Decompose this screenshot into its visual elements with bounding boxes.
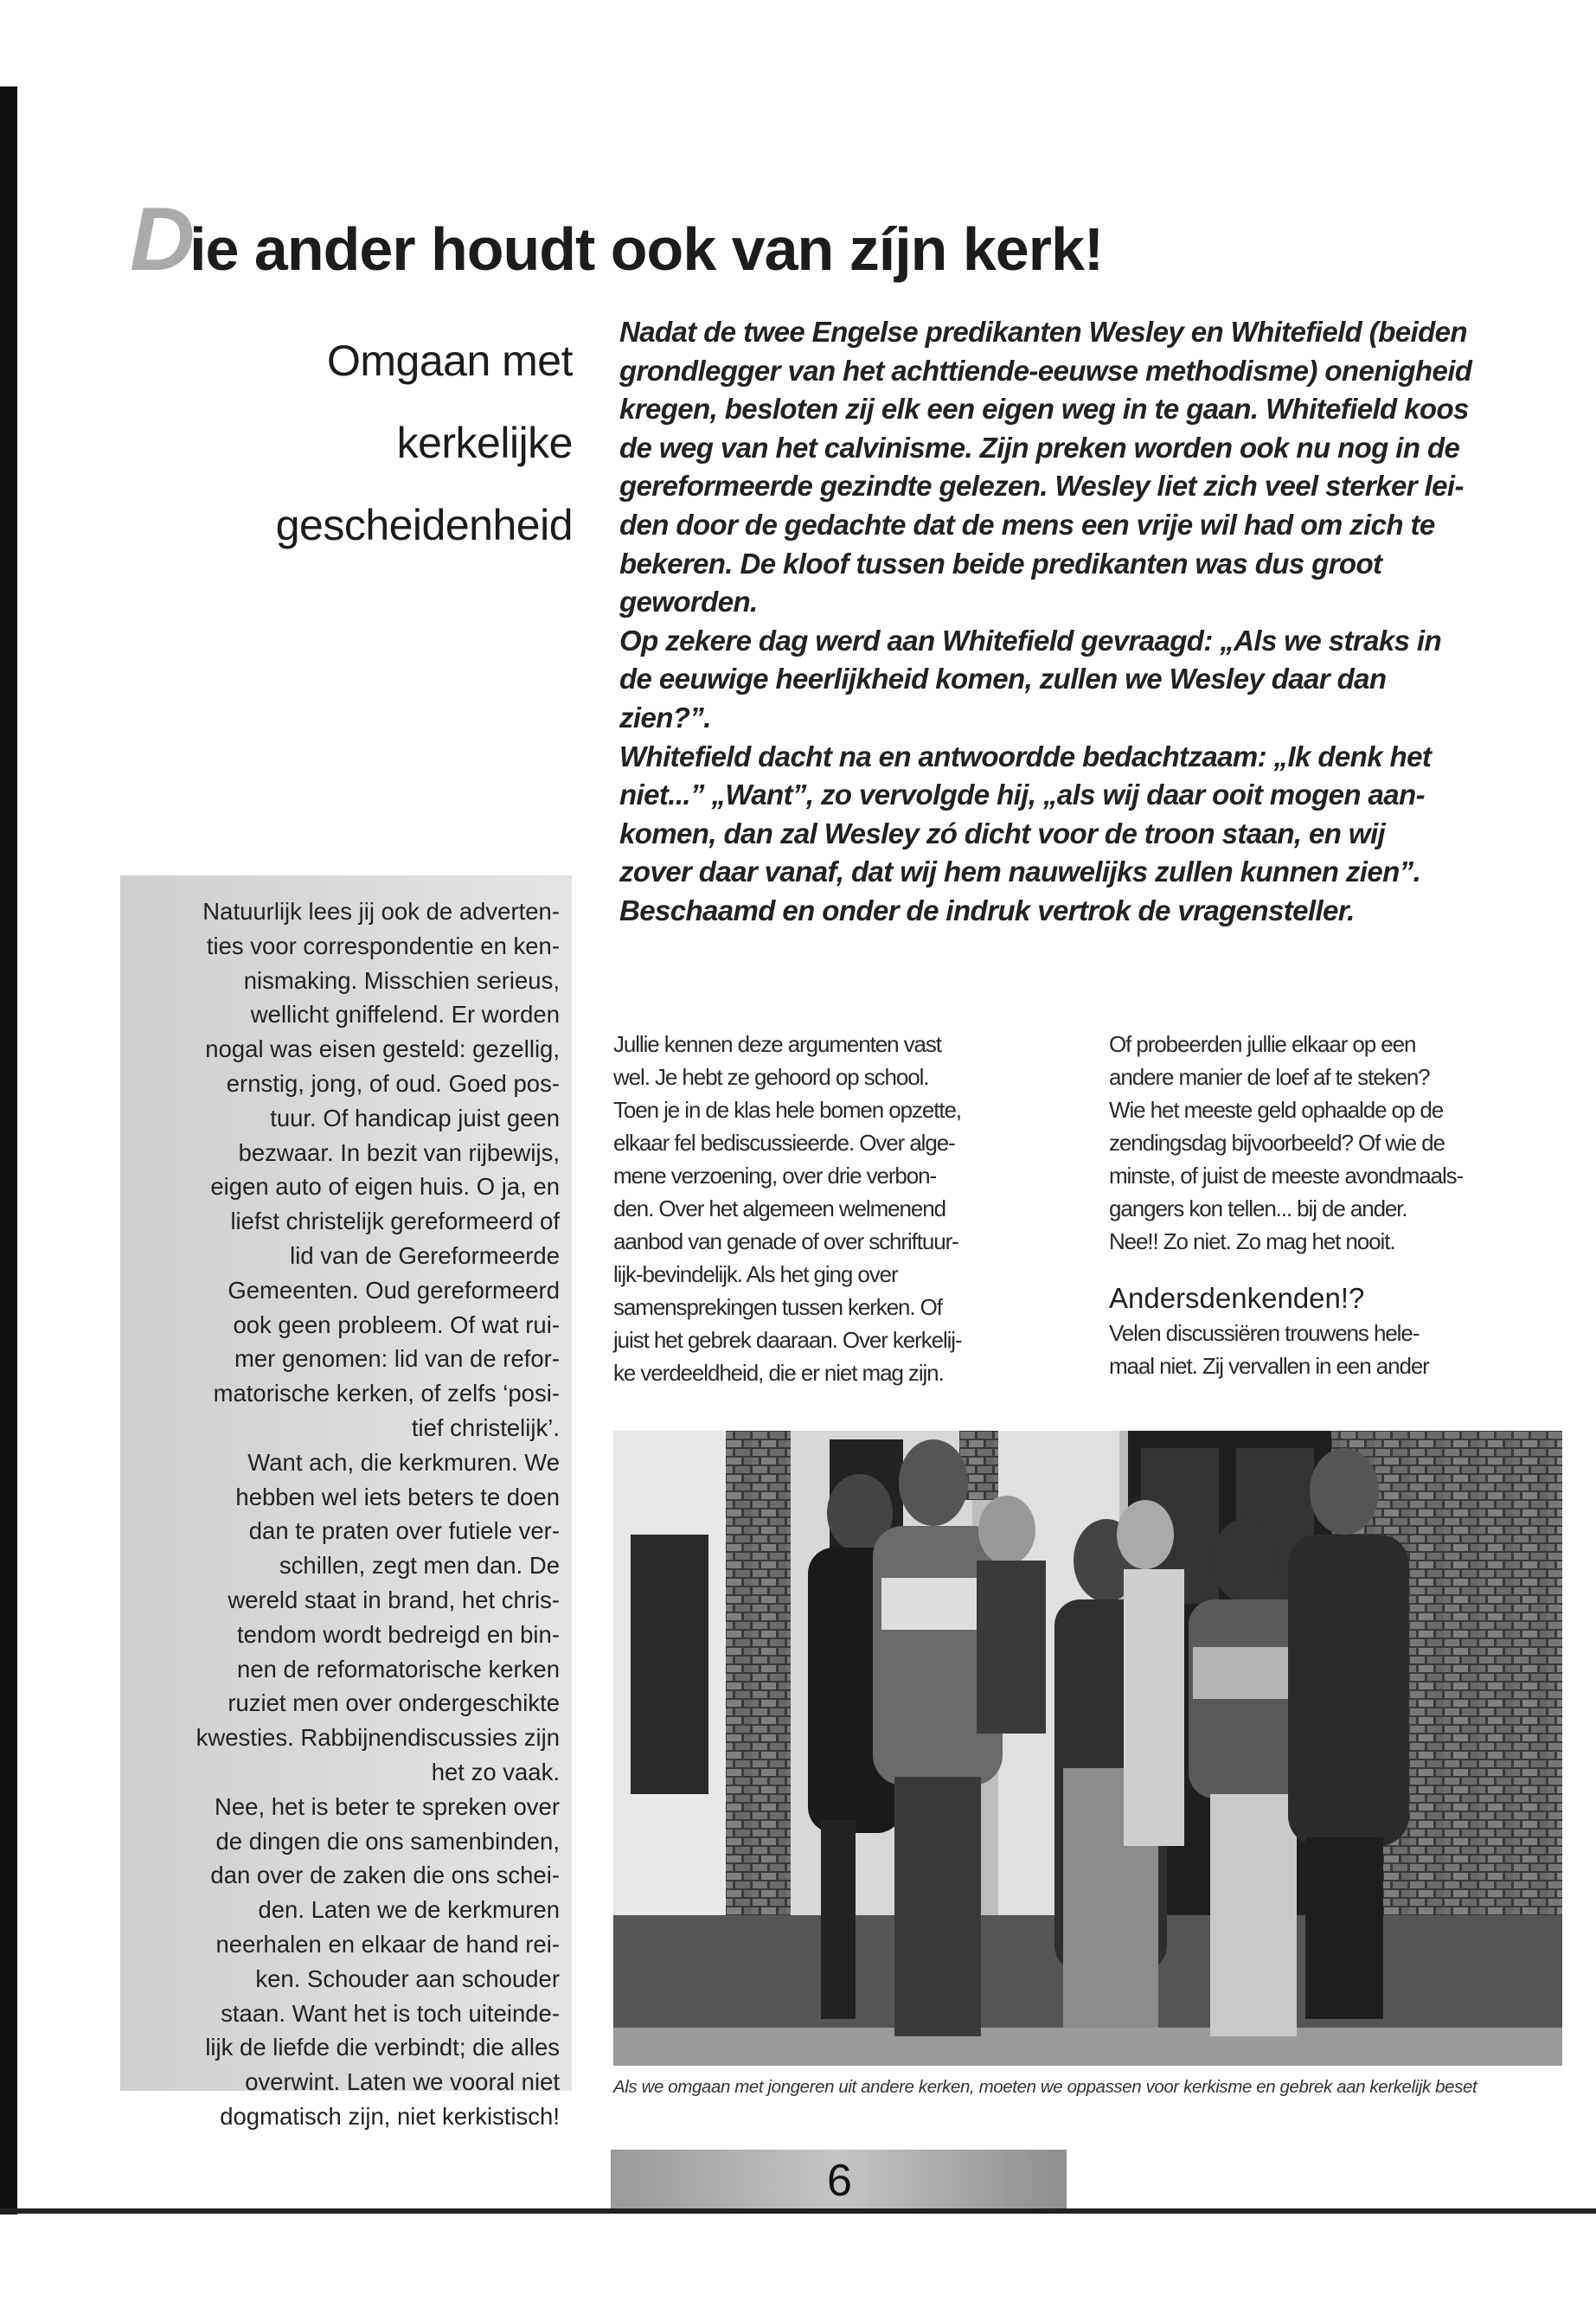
text-line: neerhalen en elkaar de hand rei- <box>215 1930 560 1958</box>
text-line: nogal was eisen gesteld: gezellig, <box>205 1035 560 1063</box>
section-heading: Andersdenkenden!? <box>1109 1282 1365 1314</box>
text-line: tief christelijk’. <box>411 1413 560 1441</box>
sidewalk <box>613 2028 1562 2066</box>
text-line: lijk-bevindelijk. Als het ging over <box>613 1261 898 1287</box>
title-drop-cap: D <box>130 189 190 290</box>
text-line: samensprekingen tussen kerken. Of <box>613 1294 942 1320</box>
text-line: wel. Je hebt ze gehoord op school. <box>613 1064 929 1090</box>
text-line: Op zekere dag werd aan Whitefield gevraagd: „Als we straks in <box>619 624 1442 657</box>
text-line: het zo vaak. <box>431 1758 560 1785</box>
window <box>631 1535 708 1794</box>
text-line: matorische kerken, of zelfs ‘posi- <box>213 1380 560 1407</box>
text-line: lid van de Gereformeerde <box>290 1241 560 1269</box>
text-line: mene verzoening, over drie verbon- <box>613 1163 937 1189</box>
text-line: Toen je in de klas hele bomen opzette, <box>613 1097 961 1123</box>
sidebar-text <box>196 894 560 2134</box>
text-line: zendingsdag bijvoorbeeld? Of wie de <box>1109 1130 1445 1156</box>
text-line: gescheidenheid <box>275 501 573 549</box>
column-2-text-continued <box>1109 1317 1559 1382</box>
text-line: liefst christelijk gereformeerd of <box>230 1208 560 1235</box>
text-line: de weg van het calvinisme. Zijn preken worden ook nu nog in de <box>619 431 1460 464</box>
page-number: 6 <box>827 2156 852 2206</box>
text-line: dogmatisch zijn, niet kerkistisch! <box>220 2102 560 2130</box>
intro-paragraph <box>619 313 1571 931</box>
article-subtitle <box>173 320 573 567</box>
text-line: bezwaar. In bezit van rijbewijs, <box>238 1138 560 1166</box>
text-line: Nadat de twee Engelse predikanten Wesley en Whitefield (beiden <box>619 316 1467 348</box>
text-line: zover daar vanaf, dat wij hem nauwelijks zullen kunnen zien”. <box>619 856 1421 888</box>
text-line: wellicht gniffelend. Er worden <box>250 1001 560 1029</box>
text-line: Velen discussiëren trouwens hele- <box>1109 1320 1420 1346</box>
text-line: andere manier de loef af te steken? <box>1109 1064 1430 1090</box>
brick-pillar <box>726 1431 791 1915</box>
text-line: komen, dan zal Wesley zó dicht voor de troon staan, en wij <box>619 817 1386 849</box>
text-line: zien?”. <box>619 701 711 734</box>
sidebar-box <box>120 875 572 2130</box>
text-line: de eeuwige heerlijkheid komen, zullen we Wesley daar dan <box>619 663 1387 695</box>
text-line: kwesties. Rabbijnendiscussies zijn <box>195 1724 560 1752</box>
text-line: ernstig, jong, of oud. Goed pos- <box>226 1069 560 1097</box>
text-line: elkaar fel bediscussieerde. Over alge- <box>613 1130 955 1156</box>
article-title <box>130 189 1103 292</box>
text-line: den. Over het algemeen welmenend <box>613 1195 945 1221</box>
title-text: ie ander houdt ook van zíjn kerk! <box>189 215 1104 283</box>
text-line: schillen, zegt men dan. De <box>279 1552 560 1580</box>
text-line: minste, of juist de meeste avondmaals- <box>1109 1163 1464 1189</box>
column-2-text <box>1109 1028 1559 1258</box>
page-number-box <box>611 2150 1067 2210</box>
text-line: dan over de zaken die ons schei- <box>210 1862 560 1889</box>
text-line: lijk de liefde die verbindt; die alles <box>205 2034 560 2061</box>
text-line: aanbod van genade of over schriftuur- <box>613 1228 958 1254</box>
text-line: ken. Schouder aan schouder <box>255 1965 560 1992</box>
text-line: grondlegger van het achttiende-eeuwse methodisme) onenigheid <box>619 354 1472 387</box>
text-line: den door de gedachte dat de mens een vrije wil had om zich te <box>619 508 1435 541</box>
text-line: staan. Want het is toch uiteinde- <box>221 1999 560 2027</box>
text-line: de dingen die ons samenbinden, <box>215 1827 560 1855</box>
text-line: ruziet men over ondergeschikte <box>228 1689 560 1717</box>
text-line: Jullie kennen deze argumenten vast <box>613 1031 941 1057</box>
photo-caption: Als we omgaan met jongeren uit andere kerken, moeten we oppassen voor kerkisme en gebrek aan kerkelijk beset <box>613 2077 1477 2097</box>
text-line: Want ach, die kerkmuren. We <box>247 1448 560 1476</box>
text-line: mer genomen: lid van de refor- <box>234 1345 560 1373</box>
text-line: Nee!! Zo niet. Zo mag het nooit. <box>1109 1228 1395 1254</box>
text-line: overwint. Laten we vooral niet <box>245 2068 560 2096</box>
text-line: tendom wordt bedreigd en bin- <box>236 1620 560 1648</box>
text-line: ke verdeeldheid, die er niet mag zijn. <box>613 1360 944 1386</box>
text-line: Omgaan met <box>326 336 573 385</box>
text-line: ties voor correspondentie en ken- <box>206 932 560 959</box>
text-line: maal niet. Zij vervallen in een ander <box>1109 1353 1429 1379</box>
group-photo <box>613 1431 1562 2066</box>
text-line: nen de reformatorische kerken <box>237 1655 560 1682</box>
text-line: Gemeenten. Oud gereformeerd <box>228 1276 560 1304</box>
text-line: Of probeerden jullie elkaar op een <box>1109 1031 1416 1057</box>
text-line: kerkelijke <box>396 419 573 467</box>
text-line: gereformeerde gezindte gelezen. Wesley liet zich veel sterker lei- <box>619 470 1464 503</box>
text-line: juist het gebrek daaraan. Over kerkelij- <box>613 1327 962 1353</box>
text-line: den. Laten we de kerkmuren <box>258 1896 560 1924</box>
text-line: niet...” „Want”, zo vervolgde hij, „als wij daar ooit mogen aan- <box>619 779 1425 811</box>
bottom-rule <box>0 2208 1596 2214</box>
text-line: tuur. Of handicap juist geen <box>270 1104 560 1131</box>
text-line: ook geen probleem. Of wat rui- <box>233 1311 560 1338</box>
text-line: geworden. <box>619 586 758 619</box>
text-line: wereld staat in brand, het chris- <box>228 1586 560 1613</box>
text-line: hebben wel iets beters te doen <box>235 1483 560 1510</box>
text-line: gangers kon tellen... bij de ander. <box>1109 1195 1407 1221</box>
text-line: Whitefield dacht na en antwoordde bedachtzaam: „Ik denk het <box>619 740 1432 772</box>
scan-edge-bar <box>0 87 17 2214</box>
body-column-2 <box>1109 1028 1559 1382</box>
text-line: Wie het meeste geld ophaalde op de <box>1109 1097 1444 1123</box>
text-line: Beschaamd en onder de indruk vertrok de vragensteller. <box>619 894 1355 926</box>
text-line: kregen, besloten zij elk een eigen weg in te gaan. Whitefield koos <box>619 393 1469 426</box>
body-column-1 <box>613 1028 1029 1389</box>
text-line: dan te praten over futiele ver- <box>248 1517 560 1545</box>
text-line: bekeren. De kloof tussen beide predikanten was dus groot <box>619 547 1382 580</box>
text-line: Natuurlijk lees jij ook de adverten- <box>202 898 560 925</box>
text-line: nismaking. Misschien serieus, <box>243 966 560 994</box>
text-line: eigen auto of eigen huis. O ja, en <box>210 1173 560 1201</box>
text-line: Nee, het is beter te spreken over <box>215 1792 560 1820</box>
